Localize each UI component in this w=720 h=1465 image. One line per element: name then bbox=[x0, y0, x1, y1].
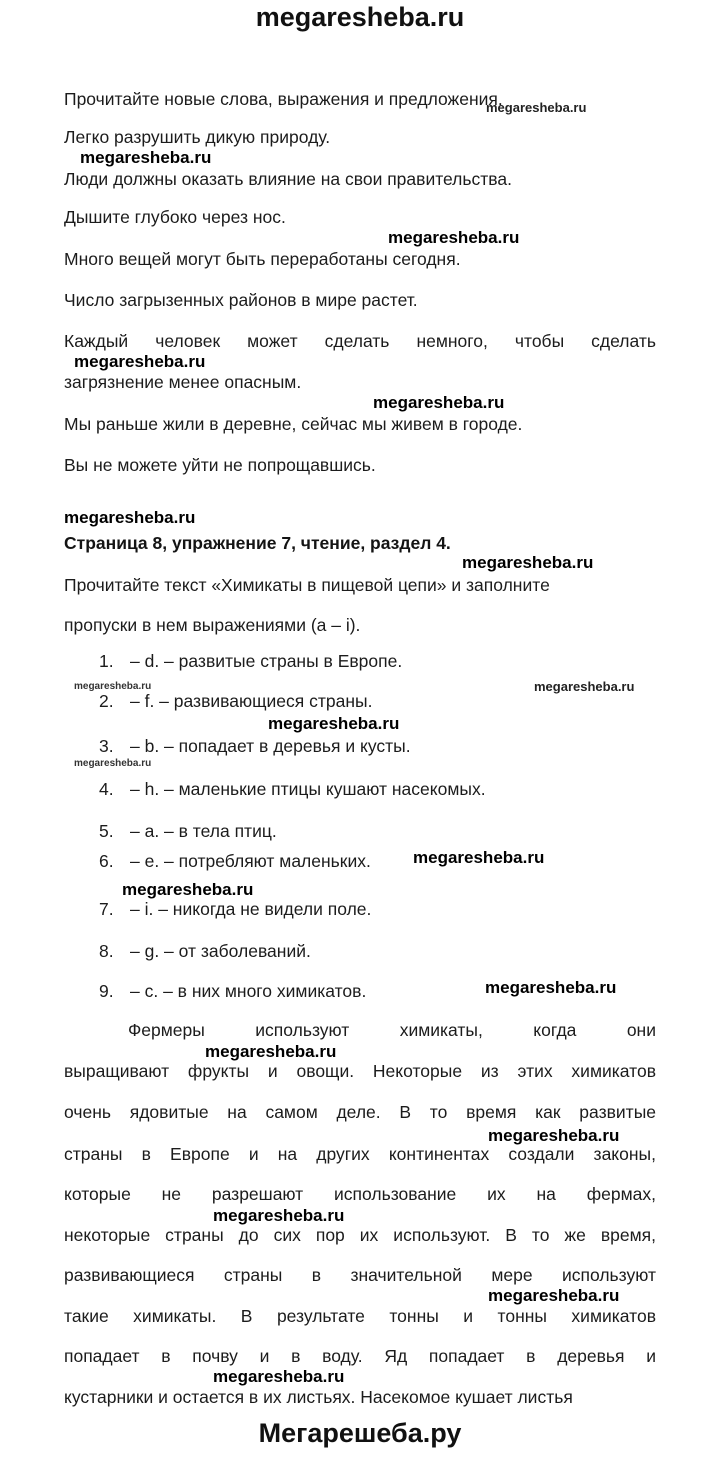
answer-text: – g. – от заболеваний. bbox=[130, 941, 311, 961]
answer-number: 7. bbox=[99, 899, 114, 919]
sentence-line: Легко разрушить дикую природу. bbox=[64, 127, 331, 147]
paragraph-line: страны в Европе и на других континентах создали законы, bbox=[64, 1144, 656, 1164]
sentence-line: Много вещей могут быть переработаны сегодня. bbox=[64, 249, 461, 269]
answer-row bbox=[99, 690, 372, 712]
watermark: megaresheba.ru bbox=[534, 679, 635, 694]
intro-line: пропуски в нем выражениями (a – i). bbox=[64, 615, 361, 635]
watermark: megaresheba.ru bbox=[64, 508, 196, 527]
paragraph-line: такие химикаты. В результате тонны и тонны химикатов bbox=[64, 1306, 656, 1326]
watermark: megaresheba.ru bbox=[74, 352, 206, 371]
answer-number: 6. bbox=[99, 851, 114, 871]
answer-number: 2. bbox=[99, 691, 114, 711]
watermark: megaresheba.ru bbox=[74, 758, 152, 769]
watermark: megaresheba.ru bbox=[488, 1286, 620, 1305]
sentence-line: Дышите глубоко через нос. bbox=[64, 207, 286, 227]
answer-text: – h. – маленькие птицы кушают насекомых. bbox=[130, 779, 486, 799]
sentence-line: Каждый человек может сделать немного, чтобы сделать bbox=[64, 331, 656, 351]
answer-text: – i. – никогда не видели поле. bbox=[130, 899, 372, 919]
answer-row bbox=[99, 940, 311, 962]
watermark: megaresheba.ru bbox=[462, 553, 594, 572]
answer-text: – c. – в них много химикатов. bbox=[130, 981, 367, 1001]
answer-text: – e. – потребляют маленьких. bbox=[130, 851, 371, 871]
answer-row bbox=[99, 898, 371, 920]
watermark: megaresheba.ru bbox=[373, 393, 505, 412]
watermark: megaresheba.ru bbox=[268, 714, 400, 733]
watermark: megaresheba.ru bbox=[74, 681, 152, 692]
paragraph-line: кустарники и остается в их листьях. Насекомое кушает листья bbox=[64, 1387, 573, 1407]
watermark: megaresheba.ru bbox=[486, 100, 587, 115]
footer-title: Мегарешеба.ру bbox=[258, 1418, 462, 1448]
answer-text: – b. – попадает в деревья и кусты. bbox=[130, 736, 411, 756]
answer-row bbox=[99, 820, 277, 842]
watermark: megaresheba.ru bbox=[205, 1042, 337, 1061]
exercise-heading: Страница 8, упражнение 7, чтение, раздел 4. bbox=[64, 533, 451, 553]
answer-row bbox=[99, 980, 366, 1002]
paragraph-line: развивающиеся страны в значительной мере используют bbox=[64, 1265, 656, 1285]
answer-number: 8. bbox=[99, 941, 114, 961]
answer-row bbox=[99, 650, 402, 672]
watermark: megaresheba.ru bbox=[213, 1206, 345, 1225]
paragraph-line: некоторые страны до сих пор их используют. В то же время, bbox=[64, 1225, 656, 1245]
paragraph-line: выращивают фрукты и овощи. Некоторые из этих химикатов bbox=[64, 1061, 656, 1081]
paragraph-line: которые не разрешают использование их на фермах, bbox=[64, 1184, 656, 1204]
sentence-line: Люди должны оказать влияние на свои правительства. bbox=[64, 169, 512, 189]
watermark: megaresheba.ru bbox=[388, 228, 520, 247]
answer-row bbox=[99, 778, 486, 800]
watermark: megaresheba.ru bbox=[485, 978, 617, 997]
paragraph-line: попадает в почву и в воду. Яд попадает в деревья и bbox=[64, 1346, 656, 1366]
answer-number: 9. bbox=[99, 981, 114, 1001]
answer-text: – f. – развивающиеся страны. bbox=[130, 691, 373, 711]
answer-text: – a. – в тела птиц. bbox=[130, 821, 277, 841]
watermark: megaresheba.ru bbox=[122, 880, 254, 899]
watermark: megaresheba.ru bbox=[413, 848, 545, 867]
paragraph-line: очень ядовитые на самом деле. В то время как развитые bbox=[64, 1102, 656, 1122]
watermark: megaresheba.ru bbox=[488, 1126, 620, 1145]
sentence-line: загрязнение менее опасным. bbox=[64, 372, 302, 392]
answer-number: 4. bbox=[99, 779, 114, 799]
sentence-line: Вы не можете уйти не попрощавшись. bbox=[64, 455, 376, 475]
page-title: megaresheba.ru bbox=[255, 2, 465, 32]
answer-text: – d. – развитые страны в Европе. bbox=[130, 651, 403, 671]
watermark: megaresheba.ru bbox=[80, 148, 212, 167]
answer-row bbox=[99, 735, 411, 757]
watermark: megaresheba.ru bbox=[213, 1367, 345, 1386]
answer-number: 1. bbox=[99, 651, 114, 671]
sentence-line: Число загрызенных районов в мире растет. bbox=[64, 290, 418, 310]
answer-row bbox=[99, 850, 371, 872]
paragraph-line: Фермеры используют химикаты, когда они bbox=[128, 1020, 656, 1040]
sentence-line: Прочитайте новые слова, выражения и предложения. bbox=[64, 89, 503, 109]
intro-line: Прочитайте текст «Химикаты в пищевой цепи» и заполните bbox=[64, 575, 550, 595]
answer-number: 5. bbox=[99, 821, 114, 841]
sentence-line: Мы раньше жили в деревне, сейчас мы живем в городе. bbox=[64, 414, 523, 434]
answer-number: 3. bbox=[99, 736, 114, 756]
